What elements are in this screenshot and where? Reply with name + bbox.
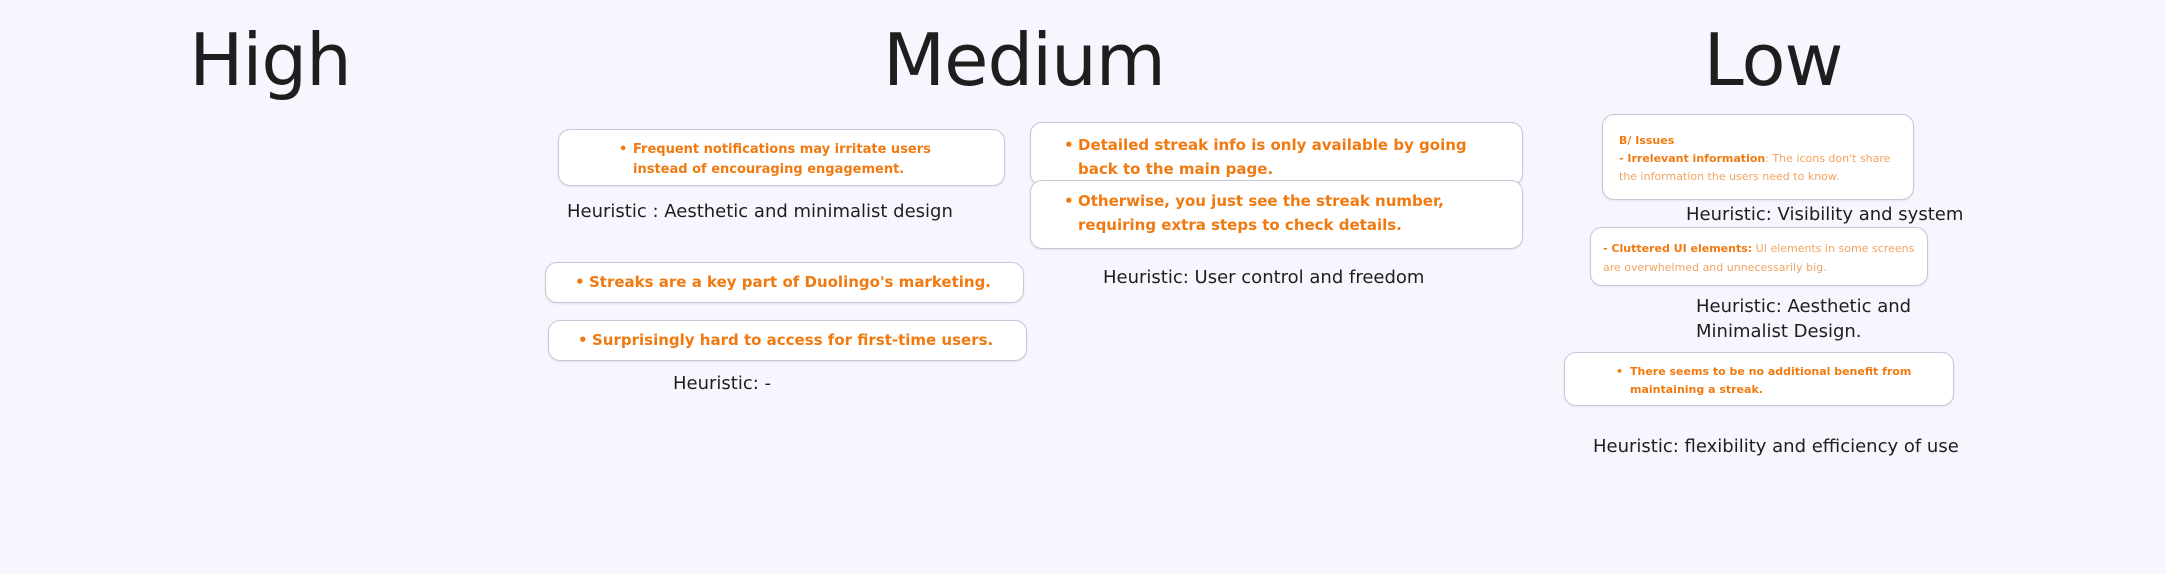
note-text: • Otherwise, you just see the streak number, requiring extra steps to check details. [1078, 189, 1502, 237]
note-text: • Detailed streak info is only available by going back to the main page. [1078, 133, 1502, 181]
note-text: • There seems to be no additional benefit from maintaining a streak. [1630, 363, 1937, 399]
note-text: • Frequent notifications may irritate users instead of encouraging engagement. [633, 140, 984, 180]
sticky-note-streak-info[interactable] [1030, 122, 1523, 186]
column-title-low: Low [1703, 18, 1843, 102]
issue-text: - Irrelevant information: The icons don't share the information the users need to know. [1619, 152, 1891, 183]
heuristic-label-aesthetic: Heuristic : Aesthetic and minimalist design [567, 201, 953, 222]
sticky-note-cluttered-ui[interactable] [1590, 227, 1928, 286]
issue-text: - Cluttered UI elements: UI elements in some screens are overwhelmed and unnecessarily big. [1603, 242, 1915, 274]
sticky-note-notifications[interactable] [558, 129, 1005, 186]
note-text: • Streaks are a key part of Duolingo's marketing. [589, 272, 1003, 292]
column-title-medium: Medium [883, 18, 1165, 102]
sticky-note-streak-number[interactable] [1030, 180, 1523, 249]
column-title-high: High [189, 18, 351, 102]
heuristic-label-aesthetic-minimalist: Heuristic: Aesthetic and Minimalist Design. [1696, 296, 1912, 342]
issue-label: Irrelevant information [1627, 152, 1766, 165]
issues-heading: B/ Issues [1619, 134, 1675, 147]
sticky-note-access[interactable] [548, 320, 1027, 361]
issue-label: Cluttered UI elements: [1611, 242, 1753, 255]
sticky-note-no-benefit[interactable] [1564, 352, 1954, 406]
note-text: • Surprisingly hard to access for first-time users. [592, 330, 1006, 350]
sticky-note-irrelevant-information[interactable] [1602, 114, 1914, 200]
heuristic-label-flexibility: Heuristic: flexibility and efficiency of use [1593, 436, 1959, 457]
heuristic-label-visibility: Heuristic: Visibility and system [1686, 204, 1964, 225]
heuristic-label-control: Heuristic: User control and freedom [1103, 267, 1425, 288]
sticky-note-marketing[interactable] [545, 262, 1024, 303]
heuristic-label-none: Heuristic: - [673, 373, 772, 394]
